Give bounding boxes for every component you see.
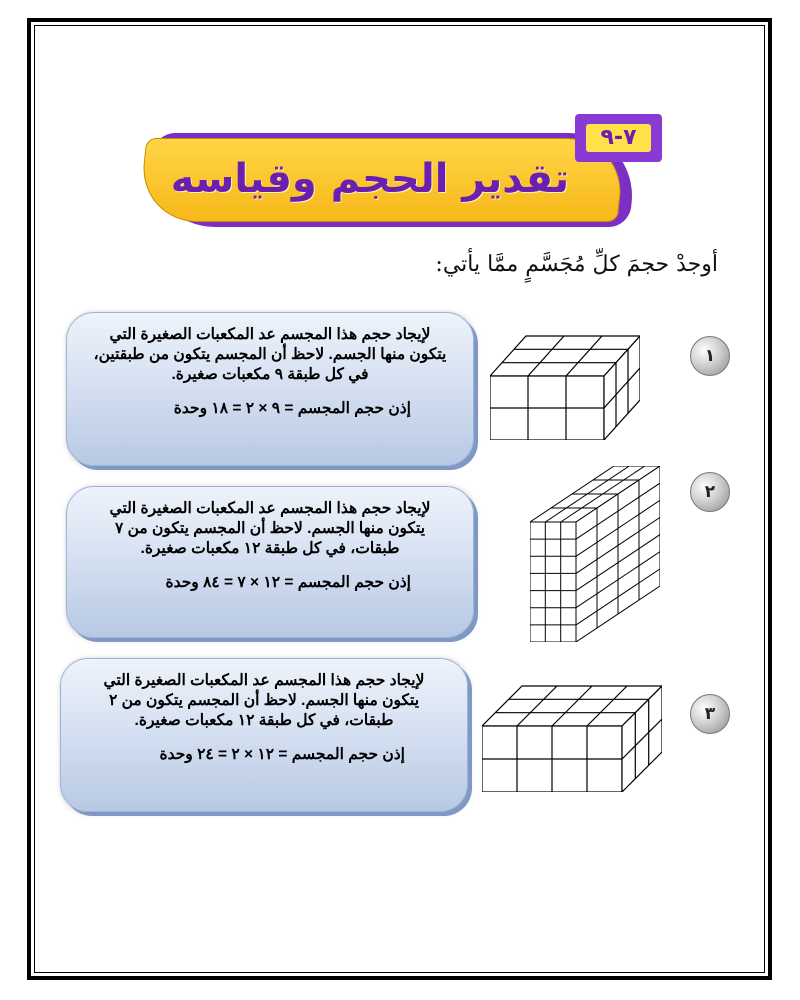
result-text: إذن حجم المجسم = ٩ × ٢ = ١٨ وحدة (173, 400, 411, 417)
result-text: إذن حجم المجسم = ١٢ × ٢ = ٢٤ وحدة (159, 746, 405, 763)
explanation-box-1 (66, 312, 474, 466)
explanation-text: لإيجاد حجم هذا المجسم عد المكعبات الصغيرة التي يتكون منها الجسم. لاحظ أن المجسم يتكون من ٧ طبقات، في كل طبقة ١٢ مكعبات صغيرة. (109, 500, 431, 557)
cube-solid-1 (490, 322, 640, 440)
lesson-title: تقدير الحجم وقياسه (170, 156, 570, 202)
explanation-text: لإيجاد حجم هذا المجسم عد المكعبات الصغيرة التي يتكون منها الجسم. لاحظ أن المجسم يتكون من ٢ طبقات، في كل طبقة ١٢ مكعبات صغيرة. (103, 672, 425, 729)
lesson-number: ٧-٩ (586, 124, 651, 152)
explanation-box-2 (66, 486, 474, 638)
exercise-number-1: ١ (690, 336, 730, 376)
cube-solid-3 (482, 672, 662, 792)
result-text: إذن حجم المجسم = ١٢ × ٧ = ٨٤ وحدة (165, 574, 411, 591)
exercise-number-3: ٣ (690, 694, 730, 734)
instruction-text: أوجدْ حجمَ كلِّ مُجَسَّمٍ ممَّا يأتي: (435, 252, 718, 277)
explanation-text: لإيجاد حجم هذا المجسم عد المكعبات الصغيرة التي يتكون منها الجسم. لاحظ أن المجسم يتكون من طبقتين، في كل طبقة ٩ مكعبات صغيرة. (93, 326, 447, 383)
explanation-box-3 (60, 658, 468, 812)
cube-solid-2 (530, 466, 660, 642)
exercise-number-2: ٢ (690, 472, 730, 512)
